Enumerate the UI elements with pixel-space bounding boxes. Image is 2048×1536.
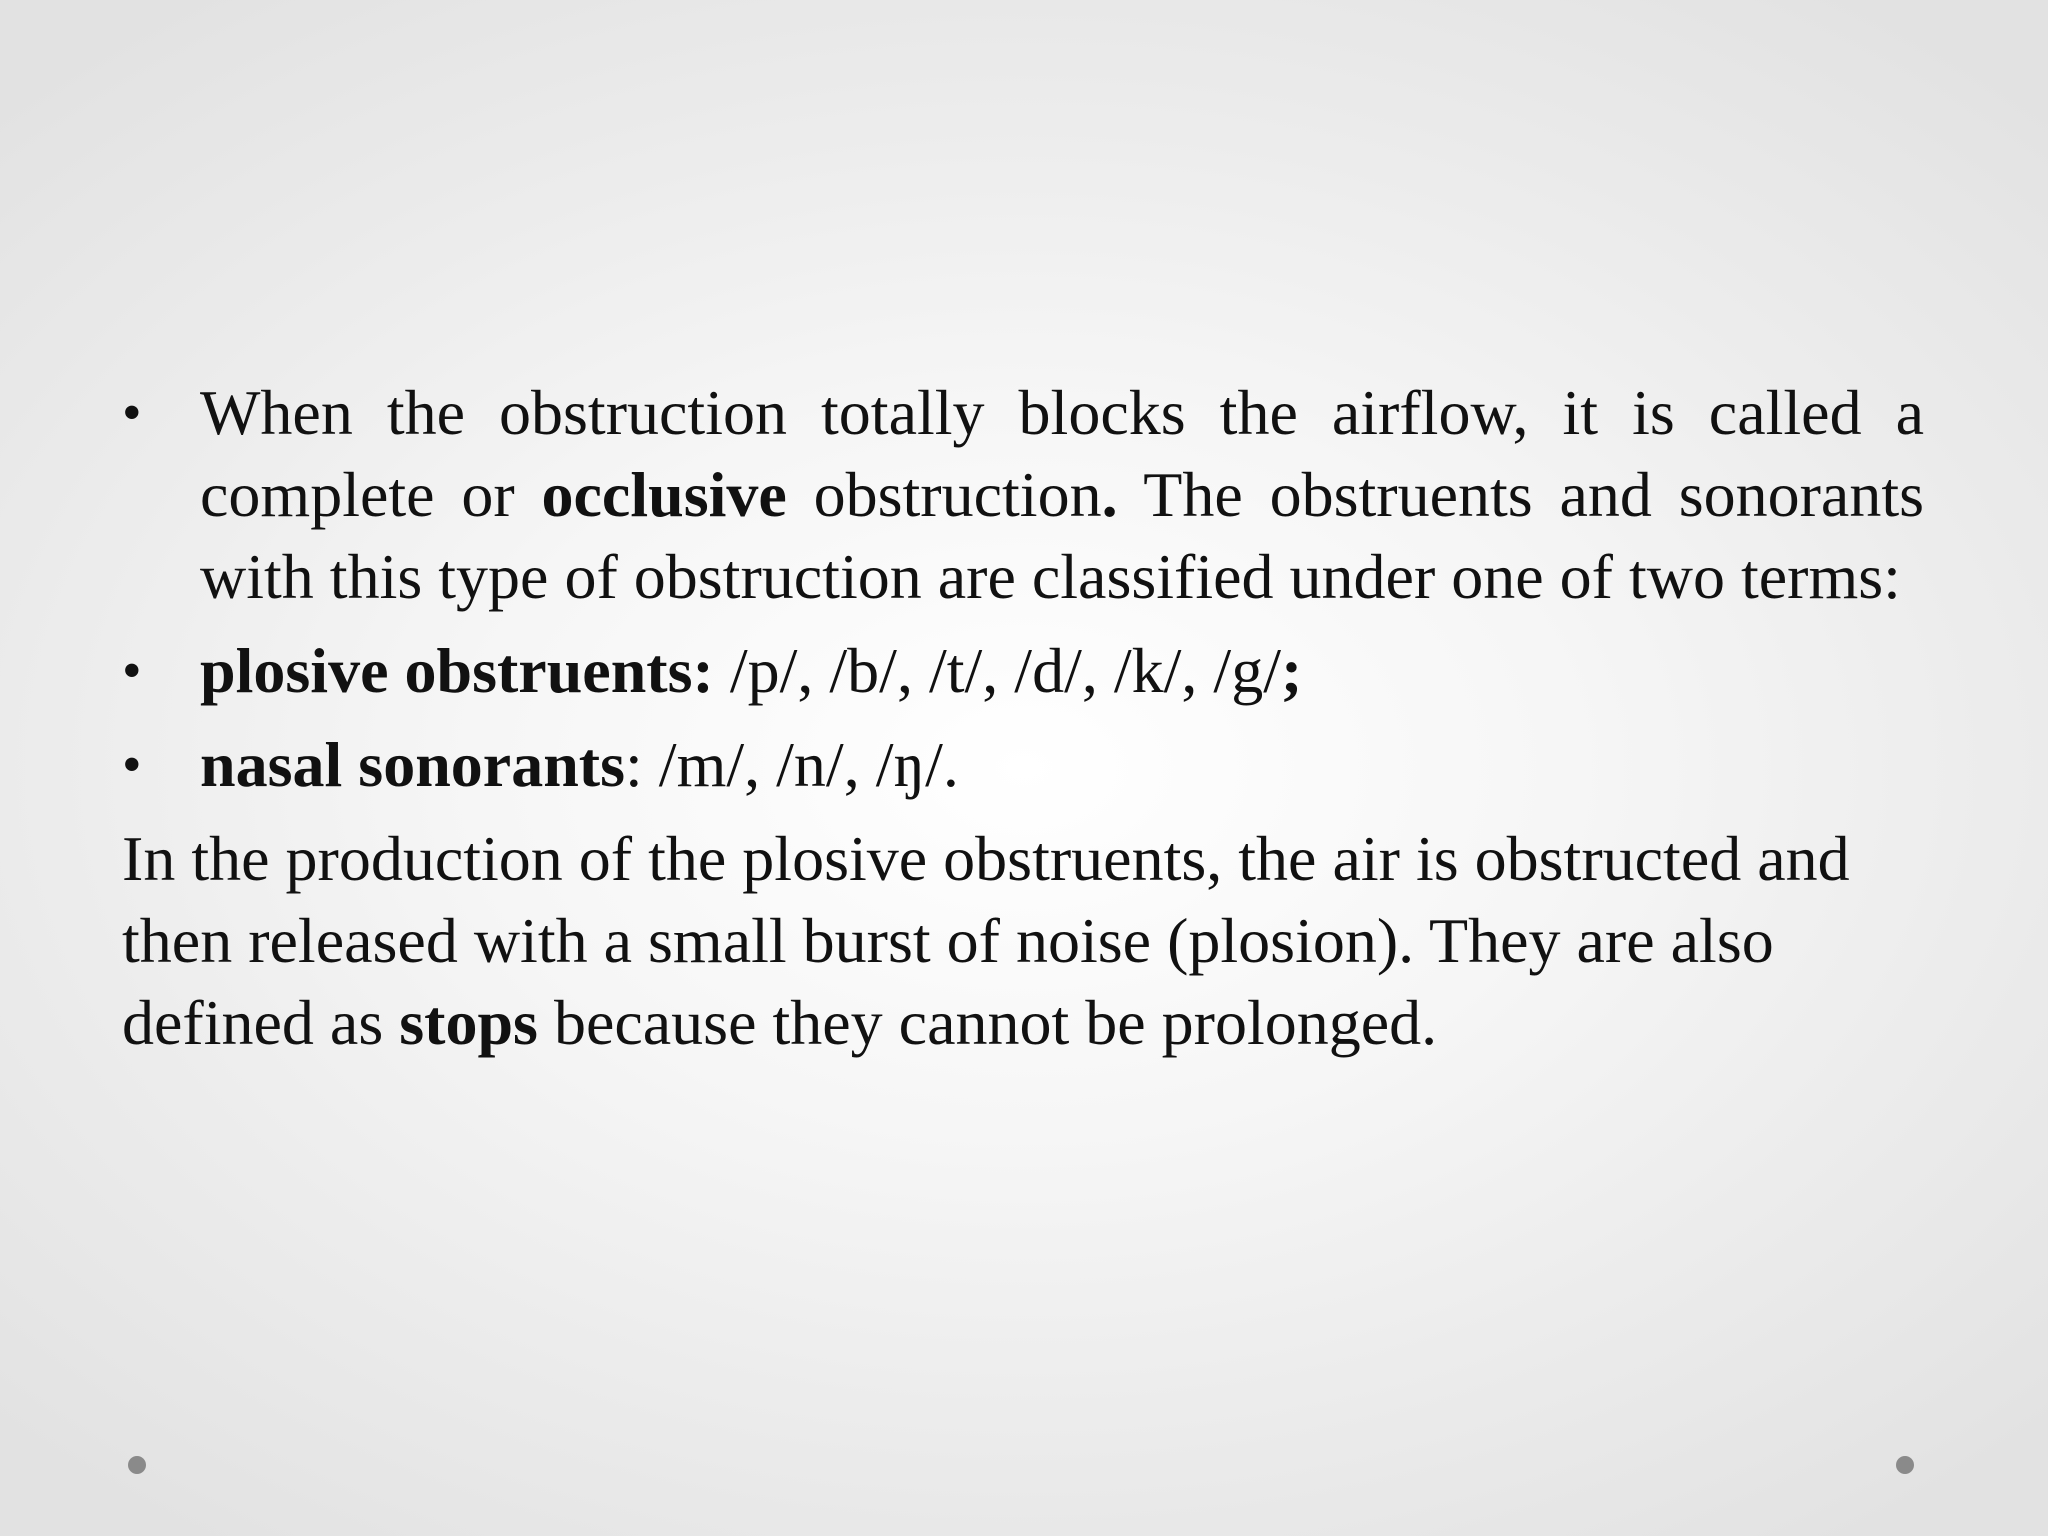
corner-dot-left-icon: [128, 1456, 146, 1474]
bullet-item-plosive: [122, 630, 1924, 712]
paragraph-text: because they cannot be prolonged.: [537, 987, 1438, 1058]
bullet-icon: •: [122, 734, 142, 796]
bullet-item-occlusive: [122, 372, 1924, 618]
bullet-text: : /m/, /n/, /ŋ/.: [625, 729, 959, 800]
paragraph-text: In the production of the plosive obstruents, the air is obstructed and then released with a small burst of noise (plosion). They are also defined as: [122, 823, 1850, 1058]
bullet-text: When the obstruction totally blocks the airflow, it is called a complete or: [200, 377, 1924, 530]
bold-semicolon: ;: [1280, 635, 1303, 706]
bold-term-stops: stops: [399, 987, 538, 1058]
bold-term-occlusive: occlusive: [541, 459, 787, 530]
bullet-icon: •: [122, 382, 142, 444]
body-paragraph: [122, 818, 1924, 1064]
bullet-item-nasal: [122, 724, 1924, 806]
slide-content: [122, 372, 1924, 1064]
bold-term-nasal-sonorants: nasal sonorants: [200, 729, 625, 800]
bullet-text: obstruction: [786, 459, 1102, 530]
corner-dot-right-icon: [1896, 1456, 1914, 1474]
bullet-text: /p/, /b/, /t/, /d/, /k/, /g/: [713, 635, 1281, 706]
bold-period: .: [1101, 459, 1118, 530]
bullet-text: The obstruents and sonorants with this type of obstruction are classified under one of two terms:: [200, 459, 1925, 612]
bullet-icon: •: [122, 640, 142, 702]
bold-term-plosive-obstruents: plosive obstruents:: [200, 635, 714, 706]
